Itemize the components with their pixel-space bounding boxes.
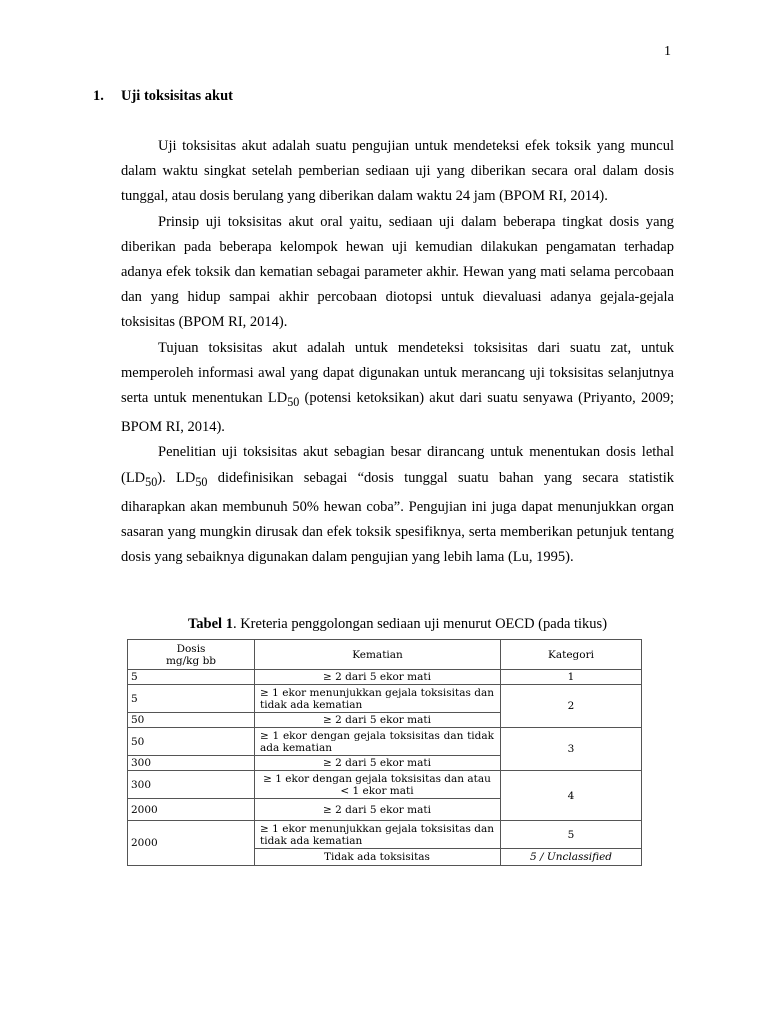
dose-cell: 50 — [128, 713, 255, 728]
paragraph-1: Uji toksisitas akut adalah suatu pengujian untuk mendeteksi efek toksik yang muncul dalam waktu singkat setelah pemberian sediaan uji yang diberikan secara oral dalam dosis tunggal, atau dosis berulang yang diberikan dalam waktu 24 jam (BPOM RI, 2014). — [121, 138, 674, 205]
kematian-cell: ≥ 1 ekor dengan gejala toksisitas dan atau < 1 ekor mati — [255, 771, 501, 799]
section-heading — [93, 88, 233, 105]
table-row — [128, 771, 642, 799]
header-dose-line-2: mg/kg bb — [165, 654, 217, 667]
kategori-cell: 2 — [501, 685, 642, 728]
kematian-cell: Tidak ada toksisitas — [255, 849, 501, 866]
header-kematian: Kematian — [255, 640, 501, 670]
oecd-criteria-table — [127, 639, 642, 866]
paragraph-3 — [121, 336, 674, 441]
paragraph-4-part-1: Penelitian uji toksisitas akut sebagian besar dirancang untuk menentukan dosis lethal (LD — [121, 444, 674, 486]
kematian-cell: ≥ 1 ekor dengan gejala toksisitas dan tidak ada kematian — [255, 728, 501, 756]
kategori-cell: 5 / Unclassified — [501, 849, 642, 866]
kategori-cell: 4 — [501, 771, 642, 821]
kematian-cell: ≥ 1 ekor menunjukkan gejala toksisitas dan tidak ada kematian — [255, 685, 501, 713]
kategori-cell: 5 — [501, 821, 642, 849]
kematian-cell: ≥ 2 dari 5 ekor mati — [255, 670, 501, 685]
ld50-subscript: 50 — [287, 394, 300, 409]
table-caption-text: . Kreteria penggolongan sediaan uji menurut OECD (pada tikus) — [232, 616, 608, 632]
section-title: Uji toksisitas akut — [121, 88, 233, 104]
page-number: 1 — [664, 44, 671, 59]
kematian-cell: ≥ 2 dari 5 ekor mati — [255, 713, 501, 728]
paragraph-2: Prinsip uji toksisitas akut oral yaitu, sediaan uji dalam beberapa tingkat dosis yang diberikan pada beberapa kelompok hewan uji kemudian dilakukan pengamatan terhadap adanya efek toksik dan kematian sebagai parameter akhir. Hewan yang mati selama percobaan dan yang hidup sampai akhir percobaan diotopsi untuk dievaluasi adanya gejala-gejala toksisitas (BPOM RI, 2014). — [121, 213, 674, 331]
paragraph-3-part-2: (potensi ketoksikan) akut dari suatu senyawa (Priyanto, 2009; BPOM RI, 2014). — [121, 390, 675, 436]
dose-cell: 300 — [128, 771, 255, 799]
paragraph-3-part-1: Tujuan toksisitas akut adalah untuk mendeteksi toksisitas dari suatu zat, untuk memperoleh informasi awal yang dapat digunakan untuk merancang uji toksisitas selanjutnya serta untuk menentukan LD — [121, 339, 674, 407]
dose-cell: 300 — [128, 756, 255, 771]
kematian-cell: ≥ 2 dari 5 ekor mati — [255, 756, 501, 771]
dose-cell: 5 — [128, 670, 255, 685]
header-dose — [128, 640, 255, 670]
dose-cell: 50 — [128, 728, 255, 756]
table-header-row — [128, 640, 642, 670]
table-row — [128, 685, 642, 713]
table-row — [128, 821, 642, 849]
dose-cell: 2000 — [128, 821, 255, 866]
ld50-subscript: 50 — [195, 474, 208, 489]
paragraph-4-part-3: didefinisikan sebagai “dosis tunggal suatu bahan yang secara statistik diharapkan akan membunuh 50% hewan coba”. Pengujian ini juga dapat menunjukkan organ sasaran yang mungkin dirusak dan efek toksik spesifiknya, serta memberikan petunjuk tentang dosis yang sebaiknya digunakan dalam pengujian yang lebih lama (Lu, 1995). — [121, 469, 674, 566]
table-caption-label: Tabel 1 — [187, 616, 233, 632]
paragraph-4-part-2: ). LD — [157, 469, 196, 486]
ld50-subscript: 50 — [145, 474, 158, 489]
table-row — [128, 728, 642, 756]
header-kategori: Kategori — [501, 640, 642, 670]
dose-cell: 5 — [128, 685, 255, 713]
header-dose-line-1: Dosis — [176, 642, 206, 655]
table-caption — [121, 614, 674, 634]
table-row — [128, 670, 642, 685]
section-number: 1. — [93, 88, 104, 104]
kematian-cell: ≥ 2 dari 5 ekor mati — [255, 799, 501, 821]
paragraph-4 — [121, 440, 674, 570]
kematian-cell: ≥ 1 ekor menunjukkan gejala toksisitas dan tidak ada kematian — [255, 821, 501, 849]
body-text — [121, 134, 674, 570]
kategori-cell: 3 — [501, 728, 642, 771]
kategori-cell: 1 — [501, 670, 642, 685]
dose-cell: 2000 — [128, 799, 255, 821]
